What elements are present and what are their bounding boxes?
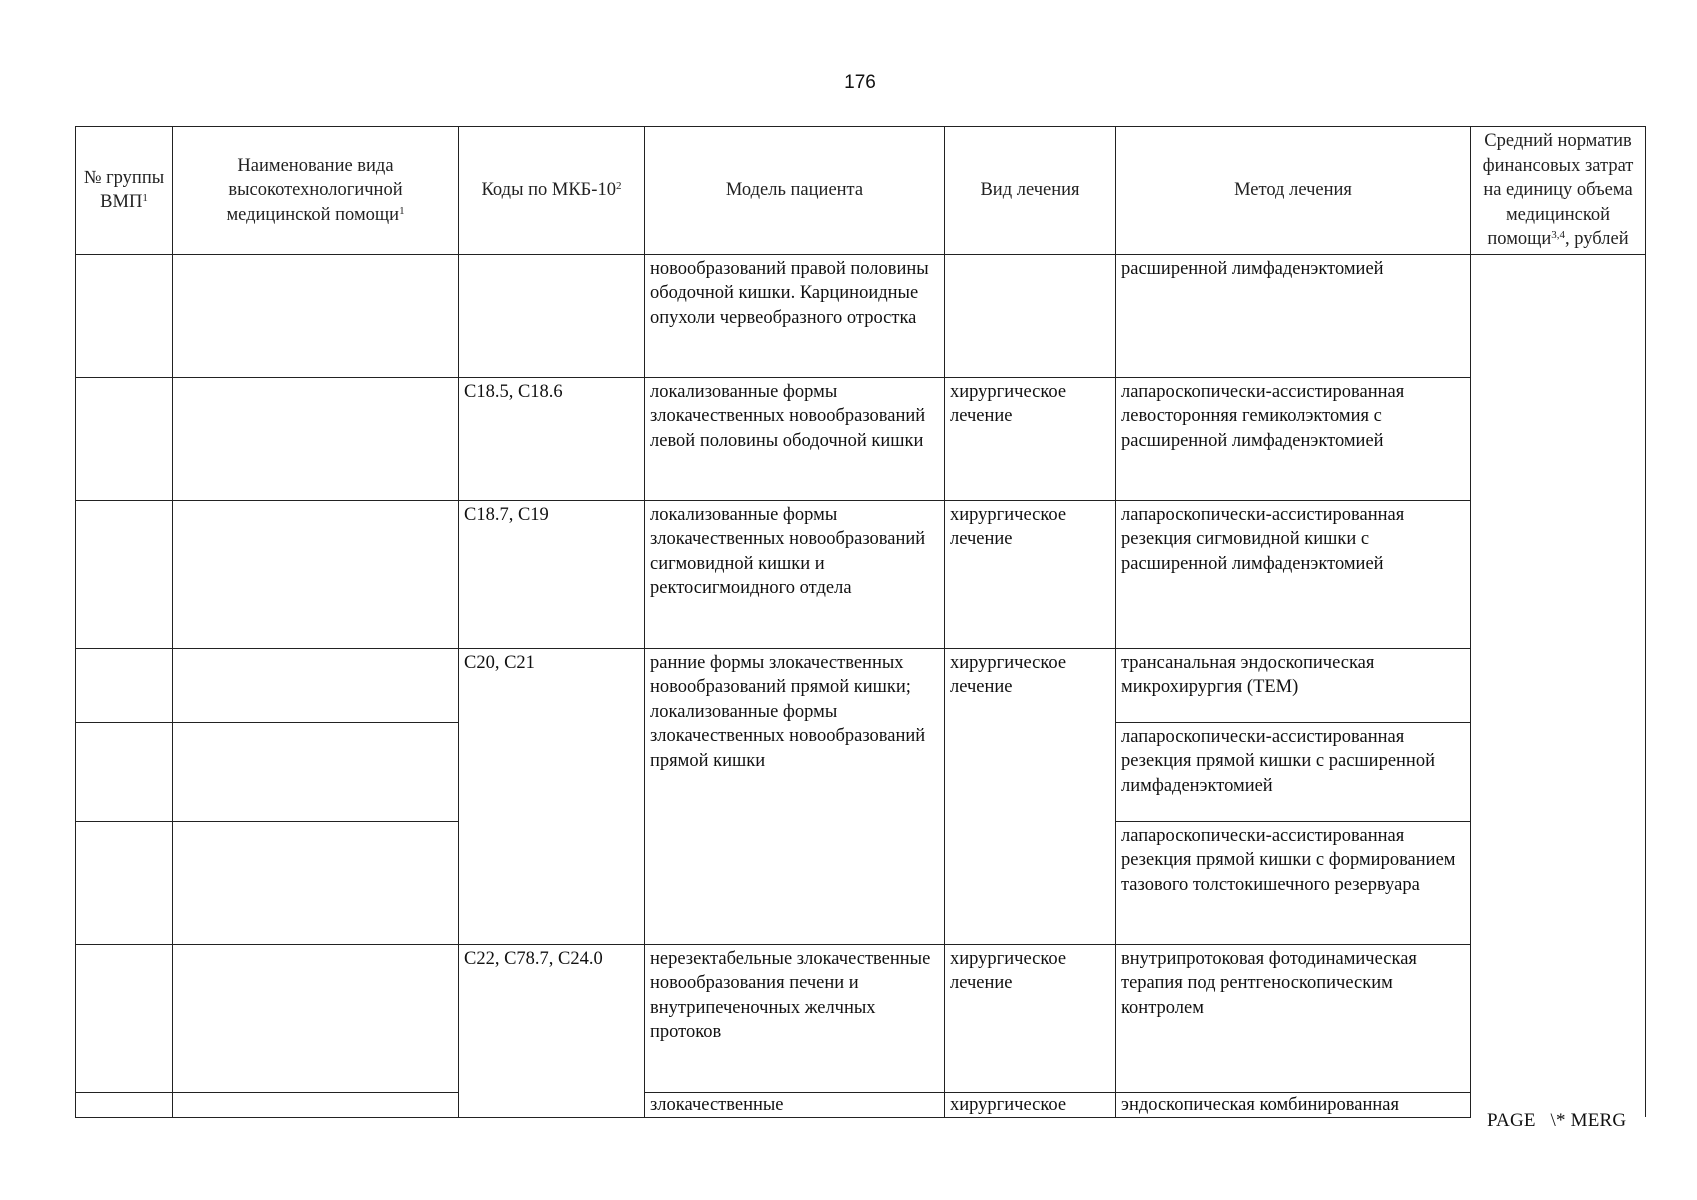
header-method: [1116, 127, 1471, 255]
header-name: [173, 127, 459, 255]
vmp-table: [75, 126, 1646, 1118]
method-cell: внутрипротоковая фотодинамическая терапия под рентгеноскопическим контролем: [1116, 944, 1471, 1092]
group-cell: [76, 648, 173, 722]
method-cell: лапароскопически-ассистированная левосторонняя гемиколэктомия с расширенной лимфаденэктомией: [1116, 377, 1471, 500]
codes-cell: C20, C21: [459, 648, 645, 944]
codes-cell: C18.7, C19: [459, 500, 645, 648]
model-cell: локализованные формы злокачественных новообразований левой половины ободочной кишки: [645, 377, 945, 500]
model-cell: нерезектабельные злокачественные новообразования печени и внутрипеченочных желчных протоков: [645, 944, 945, 1092]
table-row: [76, 944, 1646, 1092]
name-cell: [173, 500, 459, 648]
codes-cell: C18.5, C18.6: [459, 377, 645, 500]
table-row: [76, 500, 1646, 648]
footnote-ref: 1: [142, 192, 148, 205]
method-cell: расширенной лимфаденэктомией: [1116, 254, 1471, 377]
group-cell: [76, 500, 173, 648]
treatment-cell: [945, 254, 1116, 377]
group-cell: [76, 821, 173, 944]
header-cost: [1471, 127, 1646, 255]
method-cell: лапароскопически-ассистированная резекция прямой кишки с расширенной лимфаденэктомией: [1116, 722, 1471, 821]
page-number: 176: [844, 72, 876, 93]
group-cell: [76, 254, 173, 377]
table-row: [76, 254, 1646, 377]
model-cell: ранние формы злокачественных новообразований прямой кишки; локализованные формы злокачественных новообразований прямой кишки: [645, 648, 945, 944]
name-cell: [173, 722, 459, 821]
header-name-label: Наименование вида высокотехнологичной медицинской помощи: [226, 155, 403, 225]
name-cell: [173, 254, 459, 377]
codes-cell: C22, C78.7, C24.0: [459, 944, 645, 1117]
name-cell: [173, 1092, 459, 1117]
method-cell: эндоскопическая комбинированная: [1116, 1092, 1471, 1117]
name-cell: [173, 944, 459, 1092]
header-method-label: Метод лечения: [1234, 180, 1352, 200]
treatment-cell: хирургическое лечение: [945, 648, 1116, 944]
header-codes-label: Коды по МКБ-10: [481, 180, 616, 200]
header-treatment: [945, 127, 1116, 255]
header-group-label: № группы ВМП: [83, 167, 165, 213]
header-cost-unit: , рублей: [1565, 229, 1629, 249]
treatment-cell: хирургическое лечение: [945, 377, 1116, 500]
header-row: [76, 127, 1646, 255]
model-cell: новообразований правой половины ободочной кишки. Карциноидные опухоли червеобразного отростка: [645, 254, 945, 377]
header-model: [645, 127, 945, 255]
header-codes: [459, 127, 645, 255]
table-row: [76, 648, 1646, 722]
method-cell: трансанальная эндоскопическая микрохирургия (ТЕМ): [1116, 648, 1471, 722]
treatment-cell: хирургическое лечение: [945, 500, 1116, 648]
table-row: [76, 1092, 1646, 1117]
model-cell: локализованные формы злокачественных новообразований сигмовидной кишки и ректосигмоидного отдела: [645, 500, 945, 648]
footnote-ref: 2: [615, 180, 622, 192]
group-cell: [76, 1092, 173, 1117]
header-cost-label: Средний норматив финансовых затрат на единицу объема медицинской помощи: [1482, 131, 1634, 249]
method-cell: лапароскопически-ассистированная резекция прямой кишки с формированием тазового толстокишечного резервуара: [1116, 821, 1471, 944]
table-row: [76, 377, 1646, 500]
group-cell: [76, 377, 173, 500]
header-group: [76, 127, 173, 255]
group-cell: [76, 944, 173, 1092]
treatment-cell: хирургическое лечение: [945, 944, 1116, 1092]
model-cell: злокачественные: [645, 1092, 945, 1117]
treatment-cell: хирургическое: [945, 1092, 1116, 1117]
codes-cell: [459, 254, 645, 377]
footnote-ref: 1: [399, 204, 405, 217]
name-cell: [173, 648, 459, 722]
group-cell: [76, 722, 173, 821]
header-treatment-label: Вид лечения: [980, 180, 1080, 200]
footnote-ref: 3,4: [1551, 229, 1566, 241]
name-cell: [173, 821, 459, 944]
cost-cell: [1471, 254, 1646, 1117]
page-field-code: PAGE \* MERG: [1487, 1110, 1627, 1131]
name-cell: [173, 377, 459, 500]
method-cell: лапароскопически-ассистированная резекция сигмовидной кишки с расширенной лимфаденэктомией: [1116, 500, 1471, 648]
header-model-label: Модель пациента: [725, 180, 864, 200]
